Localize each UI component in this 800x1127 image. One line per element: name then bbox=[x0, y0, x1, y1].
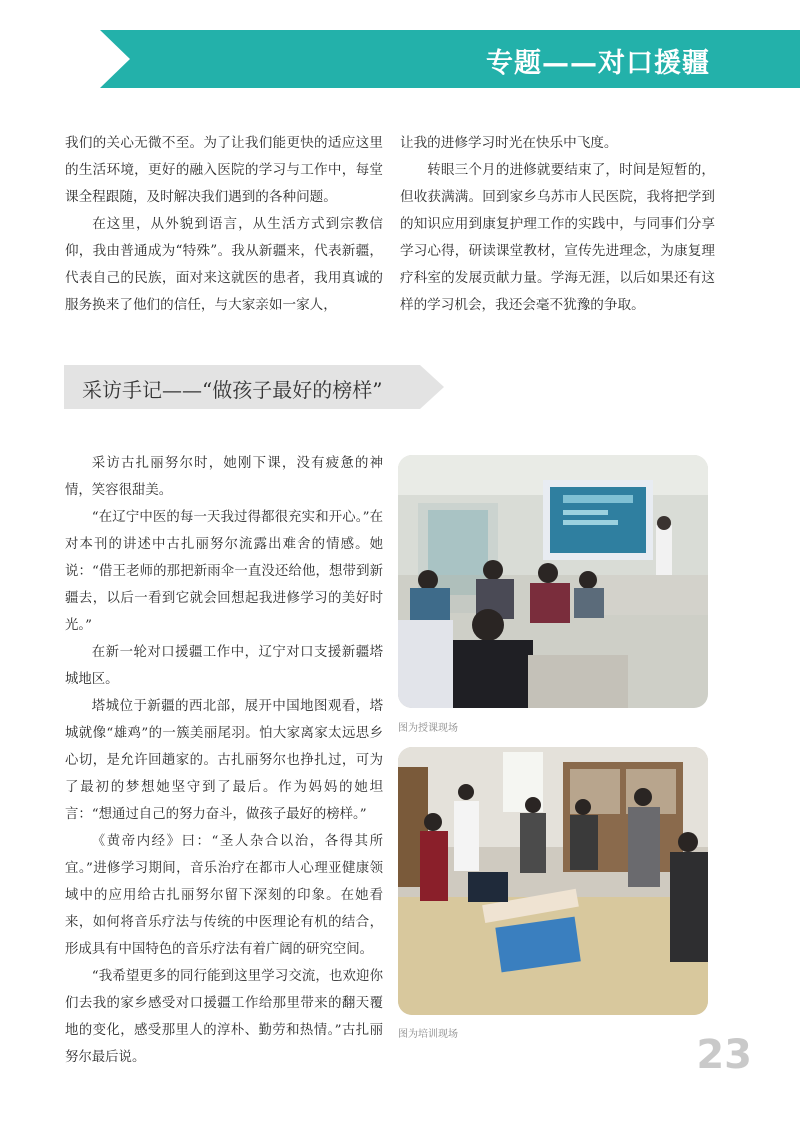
photo2-caption: 图为培训现场 bbox=[398, 1029, 458, 1040]
page-number: 23 bbox=[696, 1032, 752, 1078]
interview-column bbox=[65, 450, 383, 1071]
paragraph: 在新一轮对口援疆工作中，辽宁对口支援新疆塔城地区。 bbox=[65, 645, 383, 687]
header-banner bbox=[100, 30, 800, 88]
paragraph: 我们的关心无微不至。为了让我们能更快的适应这里的生活环境，更好的融入医院的学习与工作中，每堂课全程跟随，及时解决我们遇到的各种问题。 bbox=[65, 135, 383, 205]
paragraph: 让我的进修学习时光在快乐中飞度。 bbox=[400, 135, 618, 151]
paragraph: 转眼三个月的进修就要结束了，时间是短暂的，但收获满满。回到家乡乌苏市人民医院，我将把学到的知识应用到康复护理工作的实践中，与同事们分享学习心得，研读课堂教材，宣传先进理念，为康复理疗科室的发展贡献力量。学海无涯，以后如果还有这样的学习机会，我还会毫不犹豫的争取。 bbox=[400, 162, 715, 313]
header-title: 专题——对口援疆 bbox=[486, 48, 710, 79]
paragraph: 在这里，从外貌到语言，从生活方式到宗教信仰，我由普通成为“特殊”。我从新疆来，代表新疆，代表自己的民族，面对来这就医的患者，我用真诚的服务换来了他们的信任，与大家亲如一家人， bbox=[65, 216, 383, 313]
photo1-caption: 图为授课现场 bbox=[398, 723, 458, 734]
section-heading bbox=[64, 365, 444, 409]
paragraph: 《黄帝内经》曰：“圣人杂合以治，各得其所宜。”进修学习期间，音乐治疗在都市人心理亚健康领域中的应用给古扎丽努尔留下深刻的印象。在她看来，如何将音乐疗法与传统的中医理论有机的结合，形成具有中国特色的音乐疗法有着广阔的研究空间。 bbox=[65, 834, 383, 957]
training-photo bbox=[398, 747, 708, 1015]
lecture-photo bbox=[398, 455, 708, 708]
top-left-column bbox=[65, 130, 383, 319]
paragraph: “我希望更多的同行能到这里学习交流，也欢迎你们去我的家乡感受对口援疆工作给那里带来的翻天覆地的变化，感受那里人的淳朴、勤劳和热情。”古扎丽努尔最后说。 bbox=[65, 969, 383, 1065]
top-right-column bbox=[400, 130, 715, 319]
paragraph: “在辽宁中医的每一天我过得都很充实和开心。”在对本刊的讲述中古扎丽努尔流露出难舍的情感。她说：“借王老师的那把新雨伞一直没还给他，想带到新疆去，以后一看到它就会回想起我进修学习的美好时光。” bbox=[65, 510, 383, 633]
section-title: 采访手记——“做孩子最好的榜样” bbox=[82, 378, 383, 402]
paragraph: 塔城位于新疆的西北部，展开中国地图观看，塔城就像“雄鸡”的一簇美丽尾羽。怕大家离家太远思乡心切，是允许回趟家的。古扎丽努尔也挣扎过，可为了最初的梦想她坚守到了最后。作为妈妈的她坦言：“想通过自己的努力奋斗，做孩子最好的榜样。” bbox=[65, 699, 383, 822]
paragraph: 采访古扎丽努尔时，她刚下课，没有疲惫的神情，笑容很甜美。 bbox=[65, 456, 383, 498]
